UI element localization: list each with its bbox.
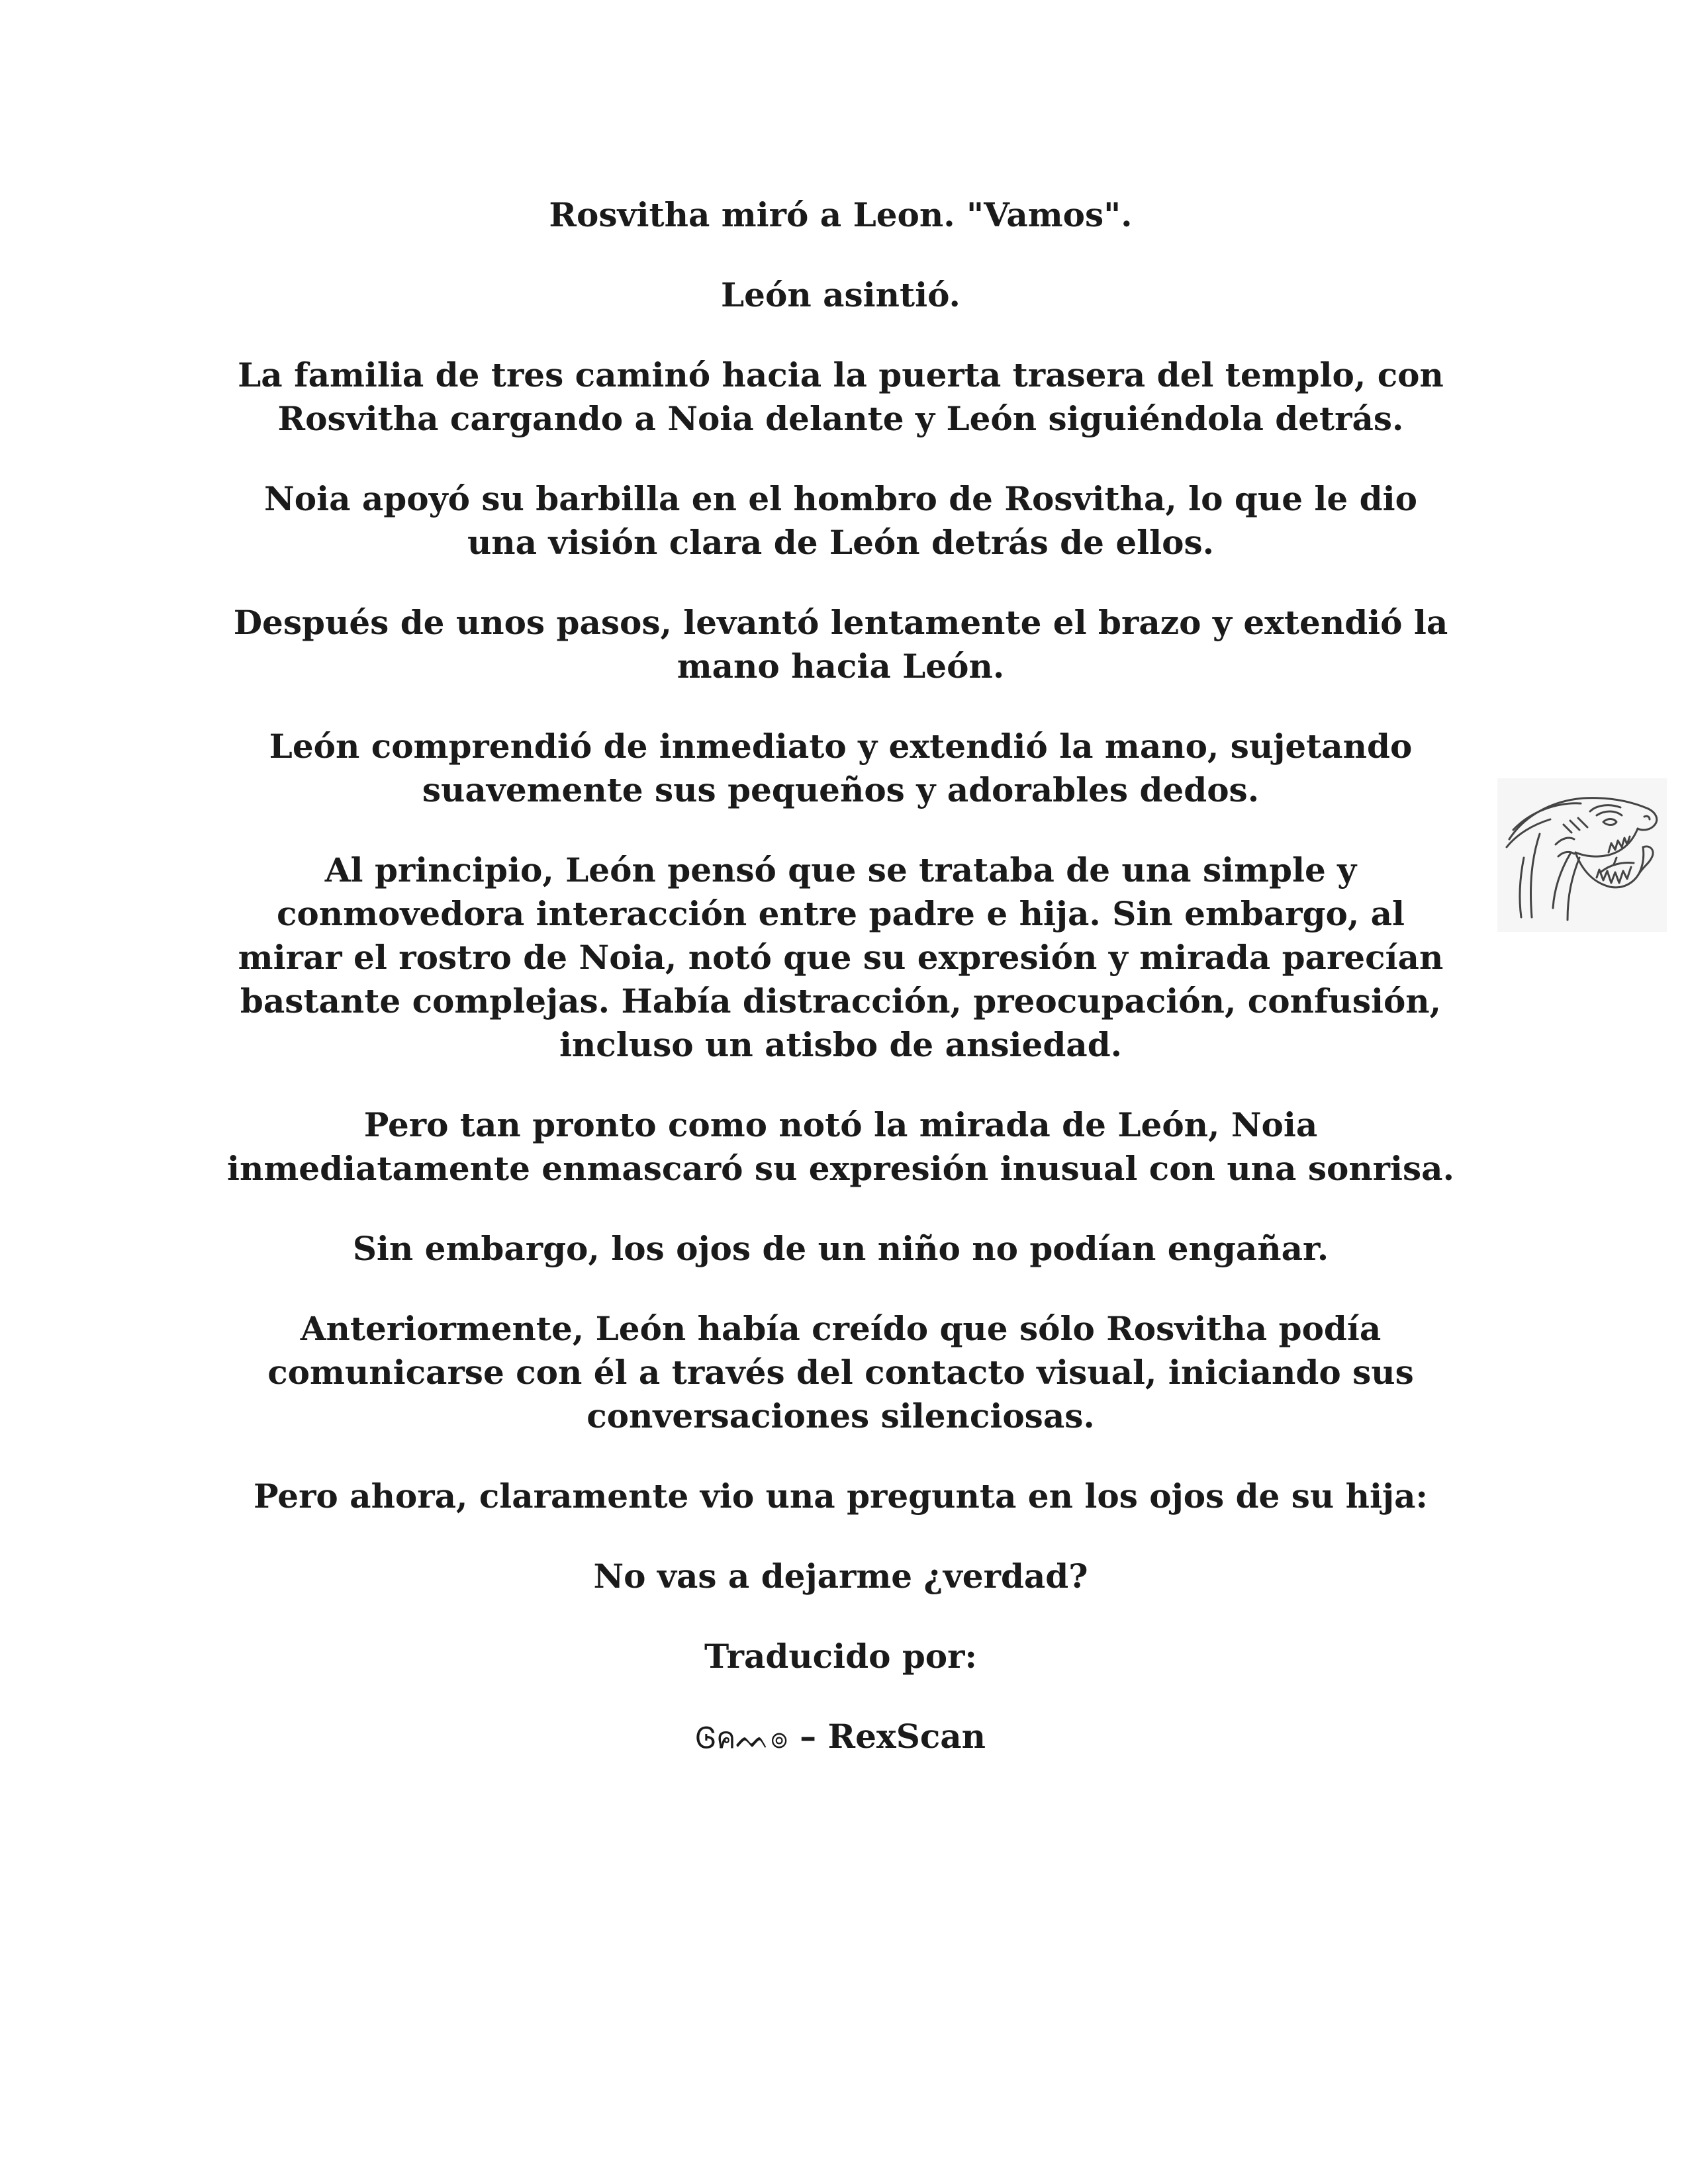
paragraph-12: No vas a dejarme ¿verdad?	[593, 1557, 1088, 1596]
credit-label: Traducido por:	[704, 1637, 977, 1676]
paragraph-11: Pero ahora, claramente vio una pregunta en los ojos de su hija:	[254, 1477, 1428, 1516]
paragraph-8: Pero tan pronto como notó la mirada de León, Noia inmediatamente enmascaró su expresión inusual con una sonrisa.	[227, 1105, 1454, 1188]
credit-line	[225, 1715, 1456, 1760]
paragraph-5: Después de unos pasos, levantó lentamente el brazo y extendió la mano hacia León.	[233, 603, 1448, 686]
credit-translator: Ꮆคᨓ๏	[695, 1721, 788, 1755]
credit-group: RexScan	[827, 1717, 986, 1756]
credit-separator: –	[788, 1717, 828, 1756]
dinosaur-head-sketch-icon	[1497, 778, 1667, 932]
paragraph-2: León asintió.	[721, 275, 961, 314]
paragraph-7: Al principio, León pensó que se trataba de una simple y conmovedora interacción entre padre e hija. Sin embargo, al mirar el rostro de Noia, notó que su expresión y mirada parecían bastante complejas. Había distracción, preocupación, confusión, incluso un atisbo de ansiedad.	[238, 850, 1444, 1064]
paragraph-6: León comprendió de inmediato y extendió la mano, sujetando suavemente sus pequeños y adorables dedos.	[269, 727, 1413, 809]
paragraph-4: Noia apoyó su barbilla en el hombro de Rosvitha, lo que le dio una visión clara de León detrás de ellos.	[264, 479, 1417, 562]
paragraph-1: Rosvitha miró a Leon. "Vamos".	[549, 195, 1133, 234]
paragraph-3: La familia de tres caminó hacia la puerta trasera del templo, con Rosvitha cargando a Noia delante y León siguiéndola detrás.	[238, 355, 1444, 438]
paragraph-9: Sin embargo, los ojos de un niño no podían engañar.	[352, 1229, 1329, 1268]
paragraph-10: Anteriormente, León había creído que sólo Rosvitha podía comunicarse con él a través del contacto visual, iniciando sus conversaciones silenciosas.	[267, 1309, 1414, 1435]
document-body	[225, 193, 1456, 1760]
